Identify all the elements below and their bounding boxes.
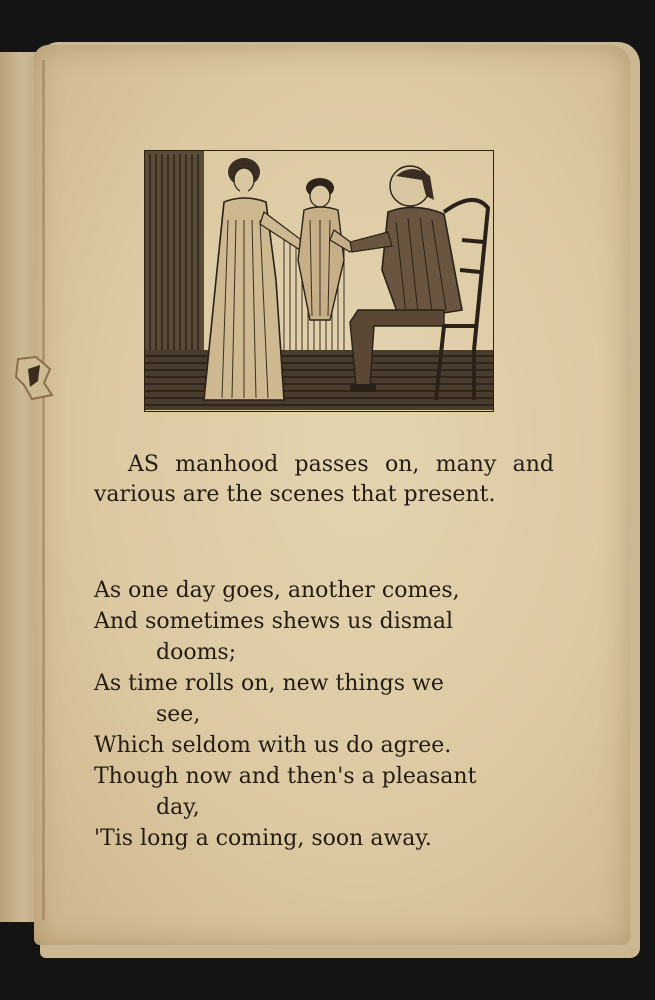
verse-line-continuation: dooms; [156, 640, 237, 665]
verse-line: Which seldom with us do agree. [94, 733, 452, 758]
verse-line: 'Tis long a coming, soon away. [94, 826, 432, 851]
page-tear-mark [14, 355, 54, 401]
woodcut-illustration [144, 150, 494, 412]
verse-line: As time rolls on, new things we [94, 671, 444, 696]
verse-line-continuation: day, [156, 795, 200, 820]
page-gutter [42, 60, 45, 920]
verse-line: As one day goes, another comes, [94, 578, 460, 603]
child-figure [298, 178, 356, 320]
verse-line: Though now and then's a pleasant [94, 764, 477, 789]
opening-paragraph: AS manhood passes on, many and various are the scenes that present. [94, 452, 554, 507]
verse-stanza [94, 575, 554, 854]
verse-line-continuation: see, [156, 702, 201, 727]
verse-line: And sometimes shews us dismal [94, 609, 454, 634]
